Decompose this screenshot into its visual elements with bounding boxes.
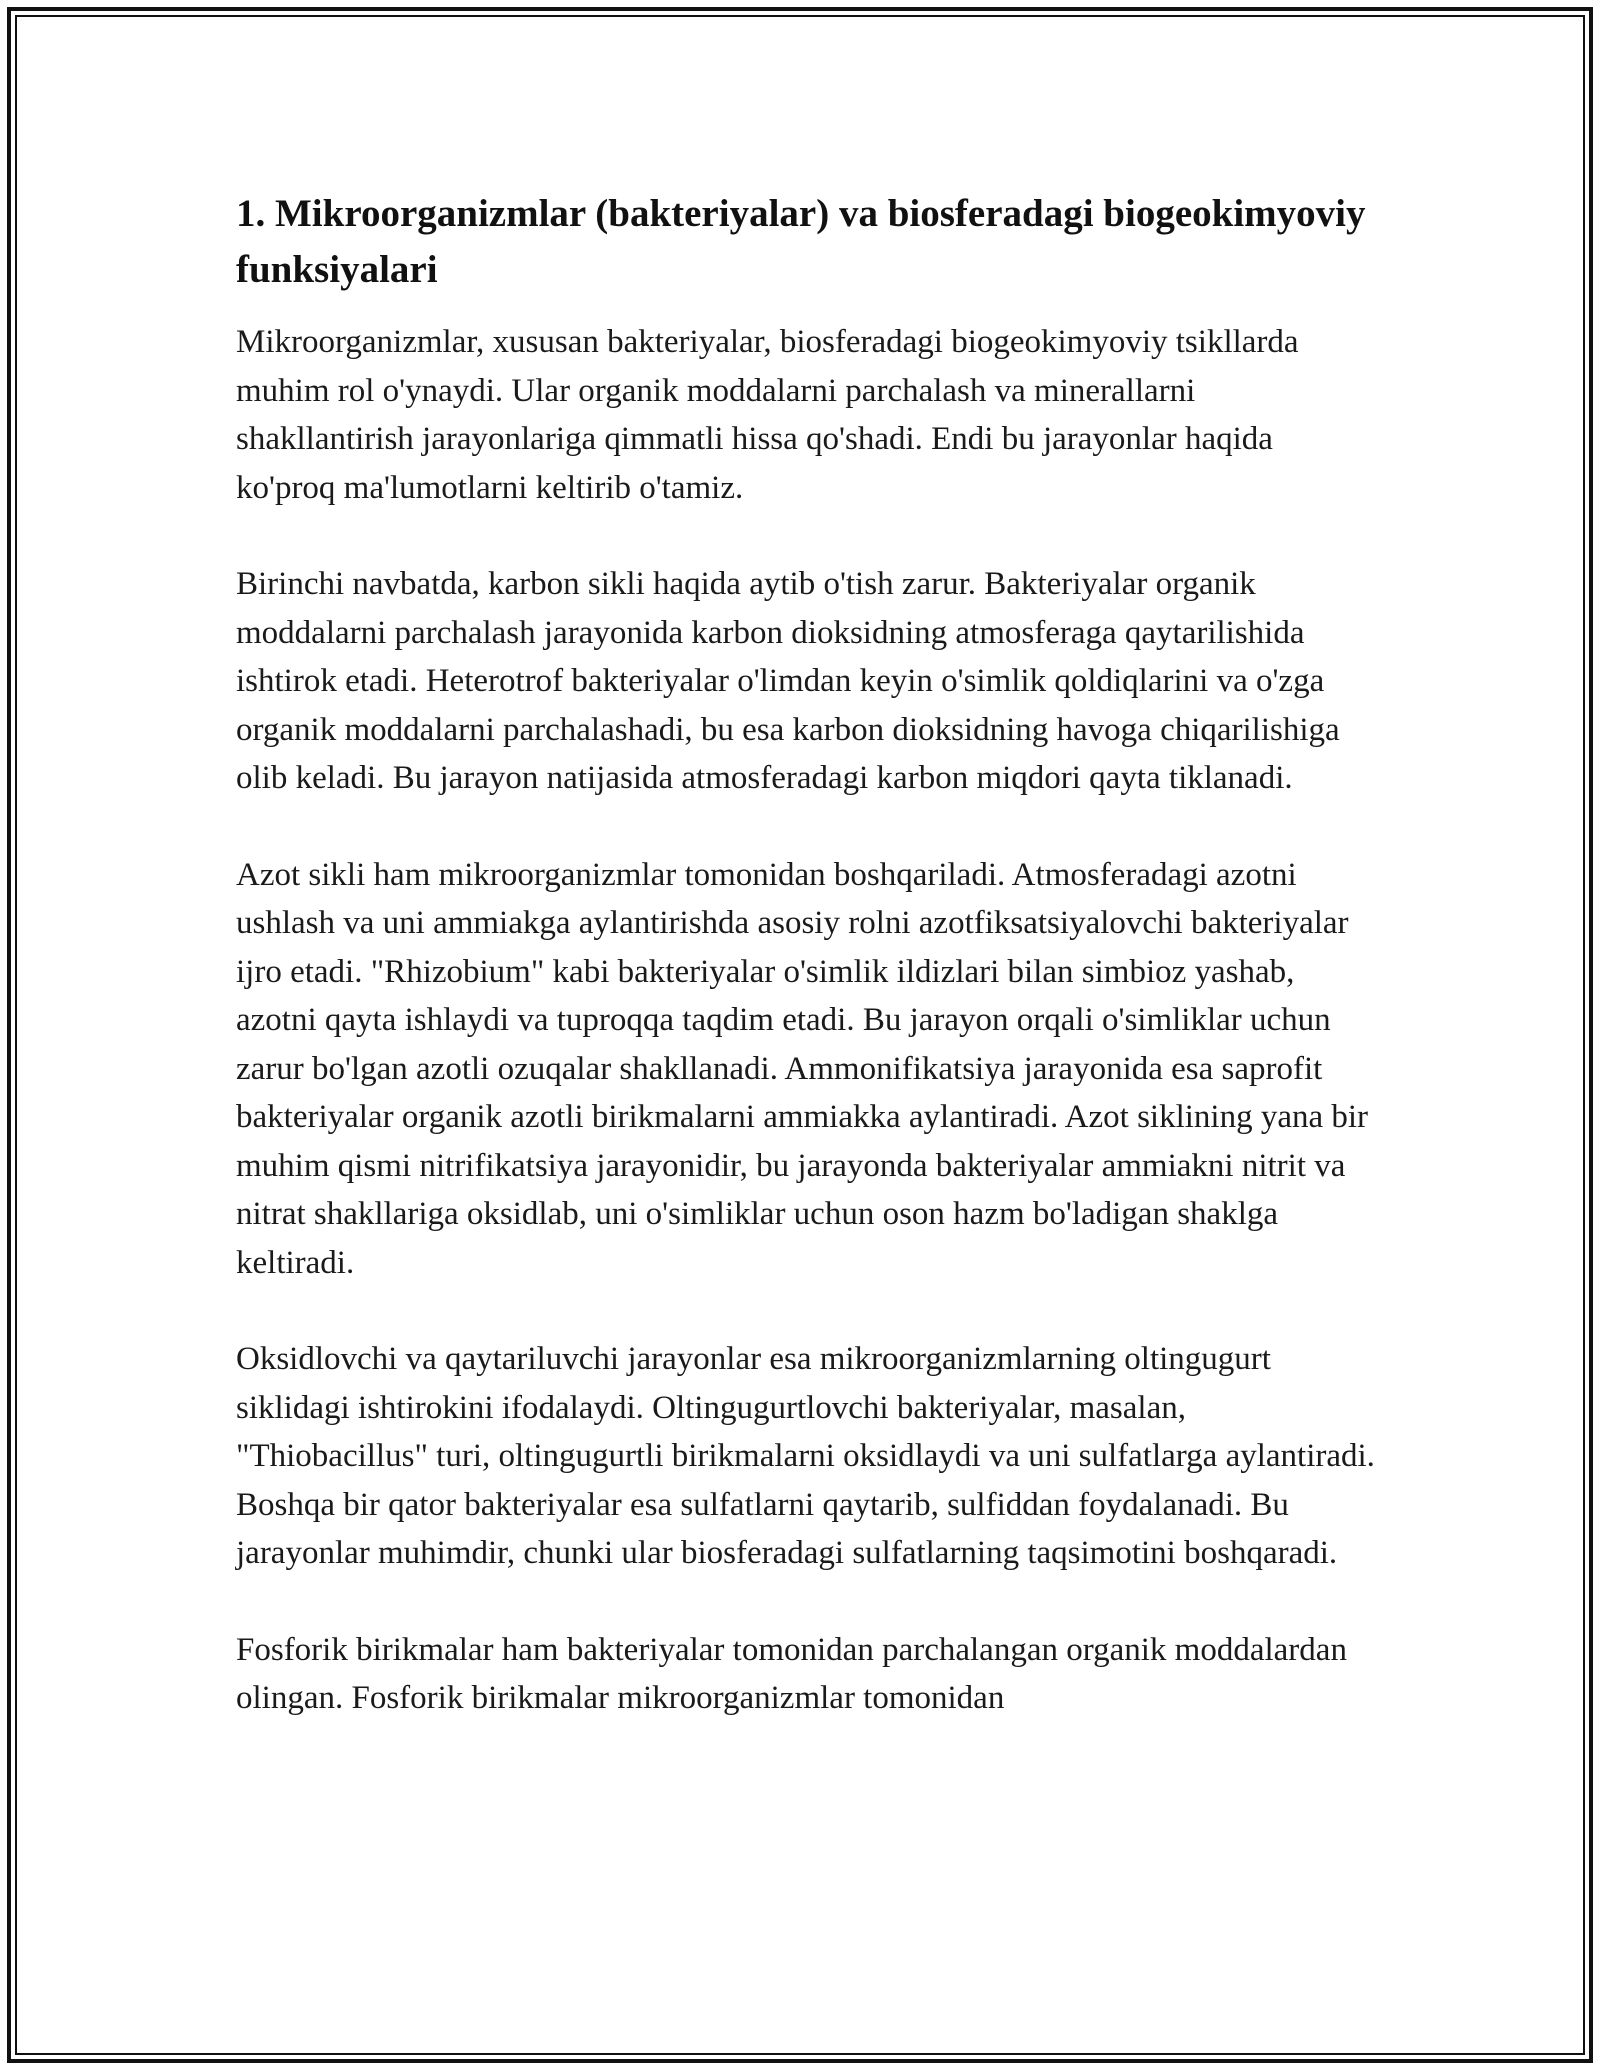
- paragraph-carbon-cycle: Birinchi navbatda, karbon sikli haqida aytib o'tish zarur. Bakteriyalar organik moddalarni parchalash jarayonida karbon dioksidning atmosferaga qaytarilishida ishtirok etadi. Heterotrof bakteriyalar o'limdan keyin o'simlik qoldiqlarini va o'zga organik moddalarni parchalashadi, bu esa karbon dioksidning havoga chiqarilishiga olib keladi. Bu jarayon natijasida atmosferadagi karbon miqdori qayta tiklanadi.: [236, 566, 1340, 796]
- paragraph-phosphorus: Fosforik birikmalar ham bakteriyalar tomonidan parchalangan organik moddalardan olingan. Fosforik birikmalar mikroorganizmlar tomonidan: [236, 1631, 1347, 1716]
- paragraph-nitrogen-cycle: Azot sikli ham mikroorganizmlar tomonidan boshqariladi. Atmosferadagi azotni ushlash va uni ammiakga aylantirishda asosiy rolni azotfiksatsiyalovchi bakteriyalar ijro etadi. "Rhizobium" kabi bakteriyalar o'simlik ildizlari bilan simbioz yashab, azotni qayta ishlaydi va tuproqqa taqdim etadi. Bu jarayon orqali o'simliklar uchun zarur bo'lgan azotli ozuqalar shakllanadi. Ammonifikatsiya jarayonida esa saprofit bakteriyalar organik azotli birikmalarni ammiakka aylantiradi. Azot siklining yana bir muhim qismi nitrifikatsiya jarayonidir, bu jarayonda bakteriyalar ammiakni nitrit va nitrat shakllariga oksidlab, uni o'simliklar uchun oson hazm bo'ladigan shaklga keltiradi.: [236, 856, 1369, 1281]
- document-body: [236, 186, 1376, 1771]
- paragraph-intro: Mikroorganizmlar, xususan bakteriyalar, biosferadagi biogeokimyoviy tsikllarda muhim rol o'ynaydi. Ular organik moddalarni parchalash va minerallarni shakllantirish jarayonlariga qimmatli hissa qo'shadi. Endi bu jarayonlar haqida ko'proq ma'lumotlarni keltirib o'tamiz.: [236, 324, 1299, 506]
- section-heading: 1. Mikroorganizmlar (bakteriyalar) va biosferadagi biogeokimyoviy funksiyalari: [236, 192, 1366, 291]
- paragraph-sulfur-cycle: Oksidlovchi va qaytariluvchi jarayonlar esa mikroorganizmlarning oltingugurt siklidagi ishtirokini ifodalaydi. Oltingugurtlovchi bakteriyalar, masalan, "Thiobacillus" turi, oltingugurtli birikmalarni oksidlaydi va uni sulfatlarga aylantiradi. Boshqa bir qator bakteriyalar esa sulfatlarni qaytarib, sulfiddan foydalanadi. Bu jarayonlar muhimdir, chunki ular biosferadagi sulfatlarning taqsimotini boshqaradi.: [236, 1341, 1375, 1571]
